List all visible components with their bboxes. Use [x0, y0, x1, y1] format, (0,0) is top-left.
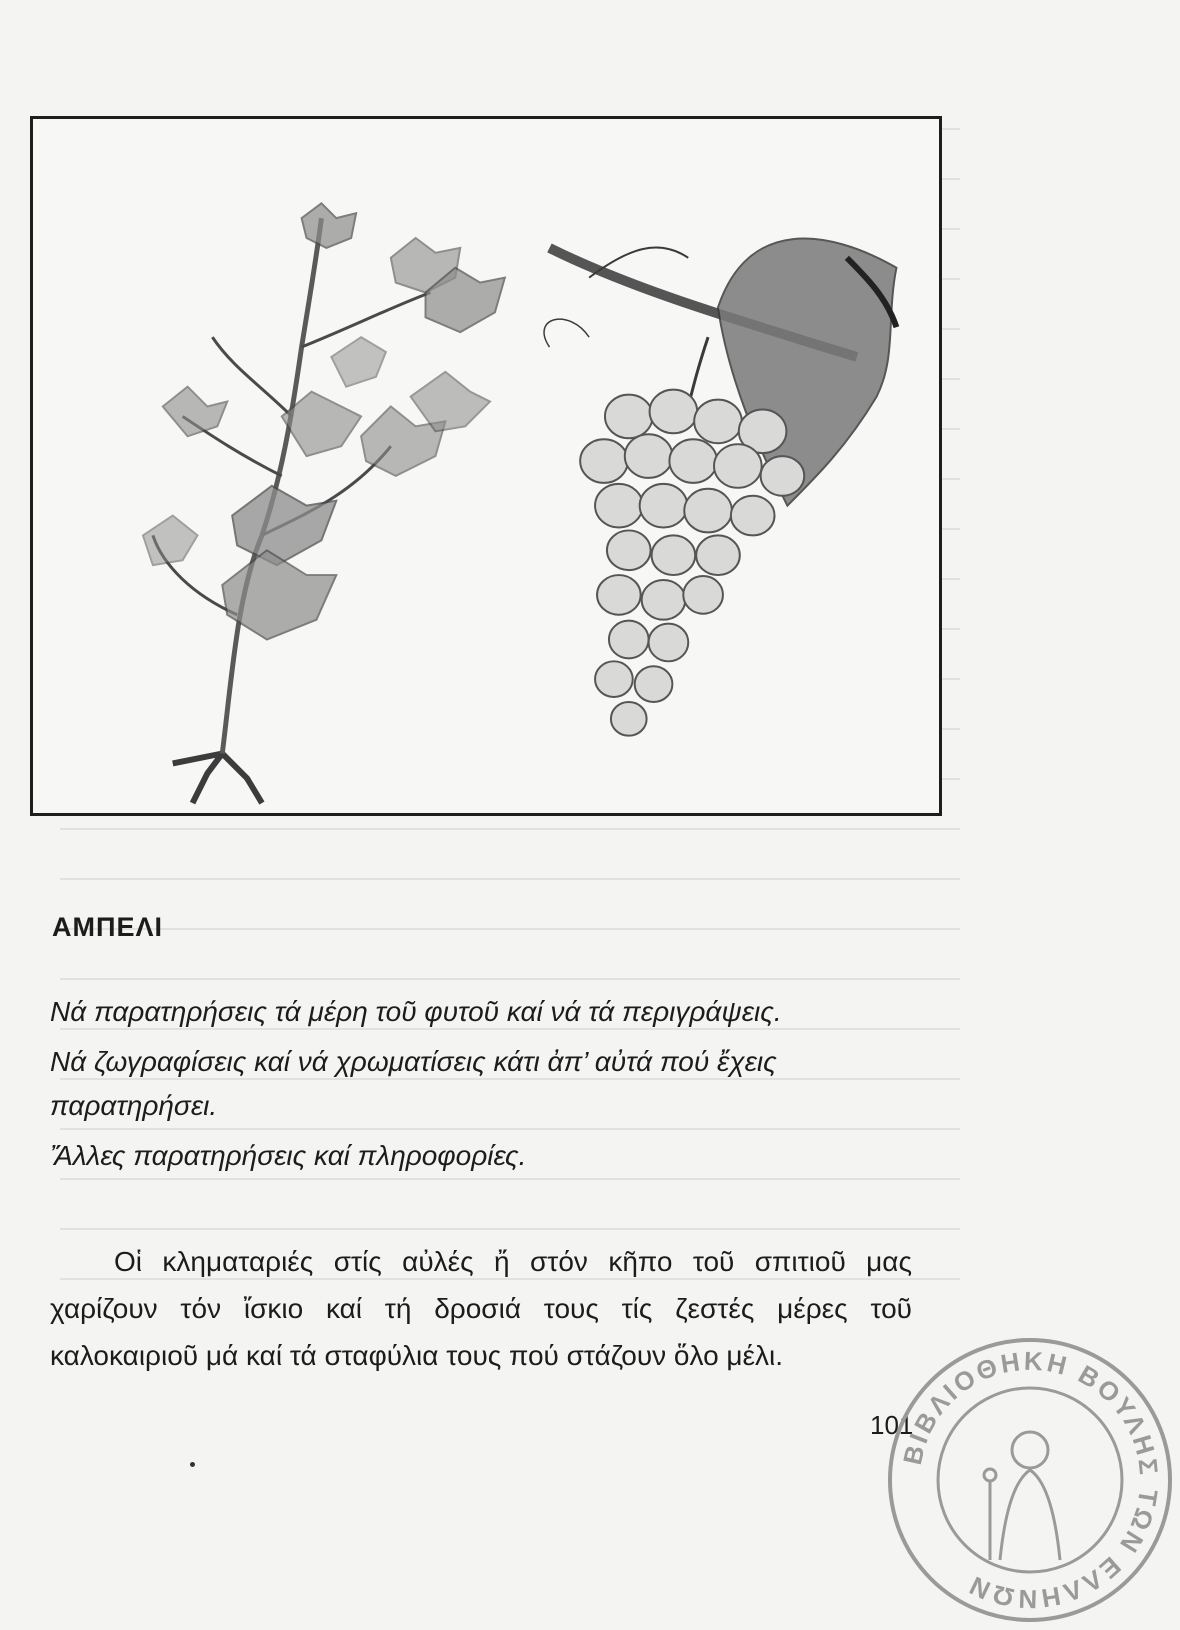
exercise-item: Νά παρατηρήσεις τά μέρη τοῦ φυτοῦ καί νά τά περιγράψεις.: [50, 996, 782, 1027]
exercise-item: Ἄλλες παρατηρήσεις καί πληροφορίες.: [50, 1140, 527, 1171]
body-paragraph: Οἱ κληματαριές στίς αὐλές ἤ στόν κῆπο τοῦ σπιτιοῦ μας χαρίζουν τόν ἴσκιο καί τή δροσιά τους τίς ζεστές μέρες τοῦ καλοκαιριοῦ μά καί τά σταφύλια τους πού στάζουν ὅλο μέλι.: [50, 1246, 912, 1371]
grapevine-illustration: [30, 116, 942, 816]
page-number: 101: [870, 1410, 914, 1440]
ink-dot: [190, 1462, 195, 1467]
section-heading: ΑΜΠΕΛΙ: [52, 912, 164, 942]
vine-plant: [143, 203, 505, 803]
grape-cluster: [580, 390, 804, 736]
exercise-list: [50, 990, 920, 1184]
stamp-text: ΒΙΒΛΙΟΘΗΚΗ ΒΟΥΛΗΣ ΤΩΝ ΕΛΛΗΝΩΝ: [896, 1345, 1165, 1615]
library-stamp: [880, 1330, 1180, 1630]
body-paragraph-block: [50, 1238, 912, 1379]
exercise-item: Νά ζωγραφίσεις καί νά χρωματίσεις κάτι ἀπ’ αὐτά πού ἔχεις παρατηρήσει.: [50, 1046, 777, 1121]
stamp-figure-icon: [984, 1432, 1060, 1560]
grapevine-drawing: [33, 119, 939, 813]
